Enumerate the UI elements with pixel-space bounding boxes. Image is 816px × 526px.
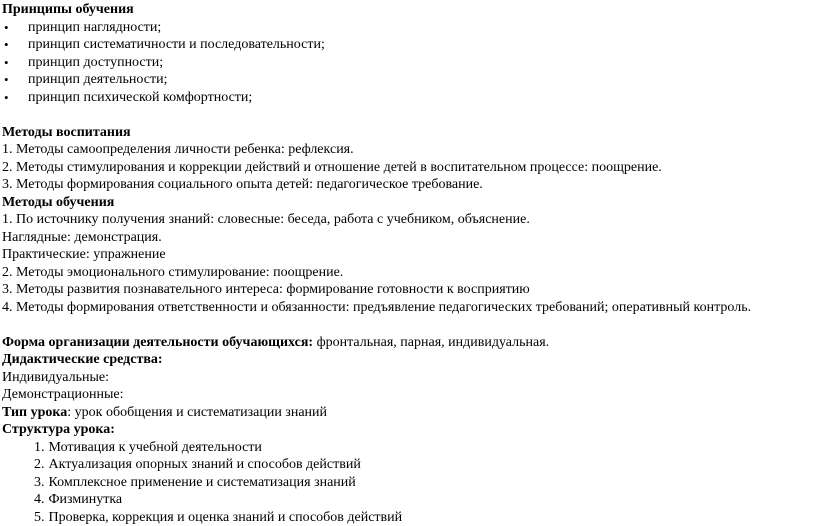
didactic-individual: Индивидуальные: [2, 369, 816, 387]
teaching-item: Наглядные: демонстрация. [2, 229, 816, 247]
upbringing-item: 2. Методы стимулирования и коррекции действий и отношение детей в воспитательном процессе: поощрение. [2, 159, 816, 177]
structure-item-number: 5. [34, 510, 45, 525]
teaching-item: 2. Методы эмоционального стимулирование: поощрение. [2, 264, 816, 282]
structure-item-text: Актуализация опорных знаний и способов действий [49, 457, 361, 472]
teaching-heading: Методы обучения [2, 194, 816, 212]
form-line [2, 334, 816, 352]
structure-item [2, 491, 816, 509]
structure-item-text: Проверка, коррекция и оценка знаний и способов действий [49, 510, 403, 525]
principle-item: • принцип систематичности и последовательности; [2, 36, 816, 54]
structure-item [2, 509, 816, 526]
structure-item-text: Мотивация к учебной деятельности [49, 440, 262, 455]
principle-item: • принцип доступности; [2, 54, 816, 72]
didactic-demonstration: Демонстрационные: [2, 386, 816, 404]
structure-item [2, 456, 816, 474]
form-value: фронтальная, парная, индивидуальная. [313, 335, 549, 350]
structure-item-text: Физминутка [49, 492, 123, 507]
upbringing-item: 1. Методы самоопределения личности ребенка: рефлексия. [2, 141, 816, 159]
structure-heading: Структура урока: [2, 421, 816, 439]
teaching-item: 3. Методы развития познавательного интереса: формирование готовности к восприятию [2, 281, 816, 299]
principle-item: • принцип психической комфортности; [2, 89, 816, 107]
structure-item [2, 439, 816, 457]
teaching-item: 4. Методы формирования ответственности и обязанности: предъявление педагогических требований; оперативный контроль. [2, 299, 816, 317]
didactic-heading: Дидактические средства: [2, 351, 816, 369]
structure-item-number: 2. [34, 457, 45, 472]
structure-item-number: 1. [34, 440, 45, 455]
lesson-type-label: Тип урока [2, 405, 67, 420]
spacer [2, 316, 816, 334]
teaching-item: 1. По источнику получения знаний: словесные: беседа, работа с учебником, объяснение. [2, 211, 816, 229]
principles-heading: Принципы обучения [2, 1, 816, 19]
lesson-type-line [2, 404, 816, 422]
upbringing-heading: Методы воспитания [2, 124, 816, 142]
teaching-item: Практические: упражнение [2, 246, 816, 264]
structure-item-number: 4. [34, 492, 45, 507]
structure-item [2, 474, 816, 492]
spacer [2, 106, 816, 124]
upbringing-item: 3. Методы формирования социального опыта детей: педагогическое требование. [2, 176, 816, 194]
structure-item-text: Комплексное применение и систематизация знаний [49, 475, 356, 490]
principle-item: • принцип деятельности; [2, 71, 816, 89]
lesson-type-value: : урок обобщения и систематизации знаний [67, 405, 327, 420]
form-label: Форма организации деятельности обучающихся: [2, 335, 313, 350]
principle-item: • принцип наглядности; [2, 19, 816, 37]
structure-item-number: 3. [34, 475, 45, 490]
